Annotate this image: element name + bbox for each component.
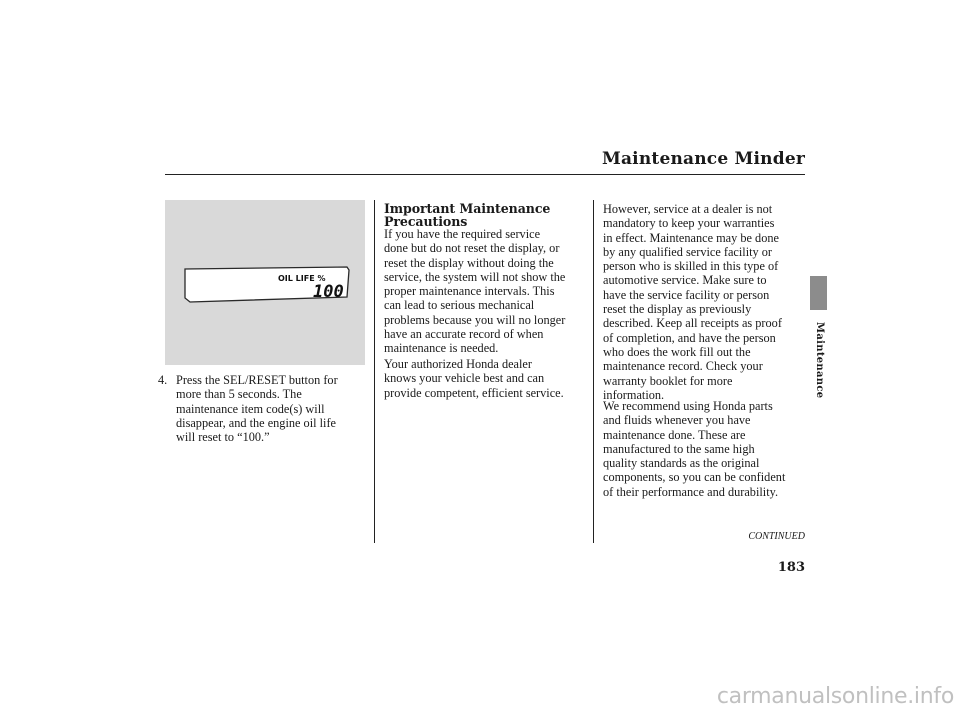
dealer-paragraph: However, service at a dealer is not mandatory to keep your warranties in effect. Maintenance may be done by any qualified service facility or person who is skilled in this type of automotive service. Make sure to have the service facility or person reset the display as previously described. Keep all receipts as proof of completion, and have the person who does the work fill out the maintenance record. Check your warranty booklet for more information. — [603, 202, 782, 402]
step-4-text: Press the SEL/RESET button for more than 5 seconds. The maintenance item code(s) will disappear, and the engine oil life will reset to “100.” — [176, 373, 338, 445]
watermark: carmanualsonline.info — [716, 684, 954, 709]
oil-life-label: OIL LIFE % — [278, 274, 326, 283]
oil-life-value: 100 — [313, 282, 344, 302]
page-title: Maintenance Minder — [601, 149, 805, 169]
section-tab-marker — [810, 276, 827, 310]
column-divider-left — [374, 200, 375, 543]
section-label: Maintenance — [814, 322, 825, 399]
continued-label: CONTINUED — [748, 531, 805, 542]
step-number: 4. — [158, 373, 168, 387]
column-divider-right — [593, 200, 594, 543]
honda-parts-paragraph: We recommend using Honda parts and fluids whenever you have maintenance done. These are manufactured to the same high quality standards as the original components, so you can be confident of their performance and durability. — [603, 399, 786, 499]
oil-life-display-figure — [165, 200, 365, 365]
precautions-paragraph-2: Your authorized Honda dealer knows your vehicle best and can provide competent, efficient service. — [384, 357, 564, 400]
precautions-paragraph-1: If you have the required service done but do not reset the display, or reset the display without doing the service, the system will not show the proper maintenance intervals. This can lead to serious mechanical problems because you will no longer have an accurate record of when maintenance is needed. — [384, 227, 566, 356]
section-heading: Important Maintenance Precautions — [384, 201, 551, 229]
header-rule — [165, 174, 805, 175]
oil-life-display-illustration — [165, 200, 365, 365]
page-number: 183 — [777, 560, 805, 575]
